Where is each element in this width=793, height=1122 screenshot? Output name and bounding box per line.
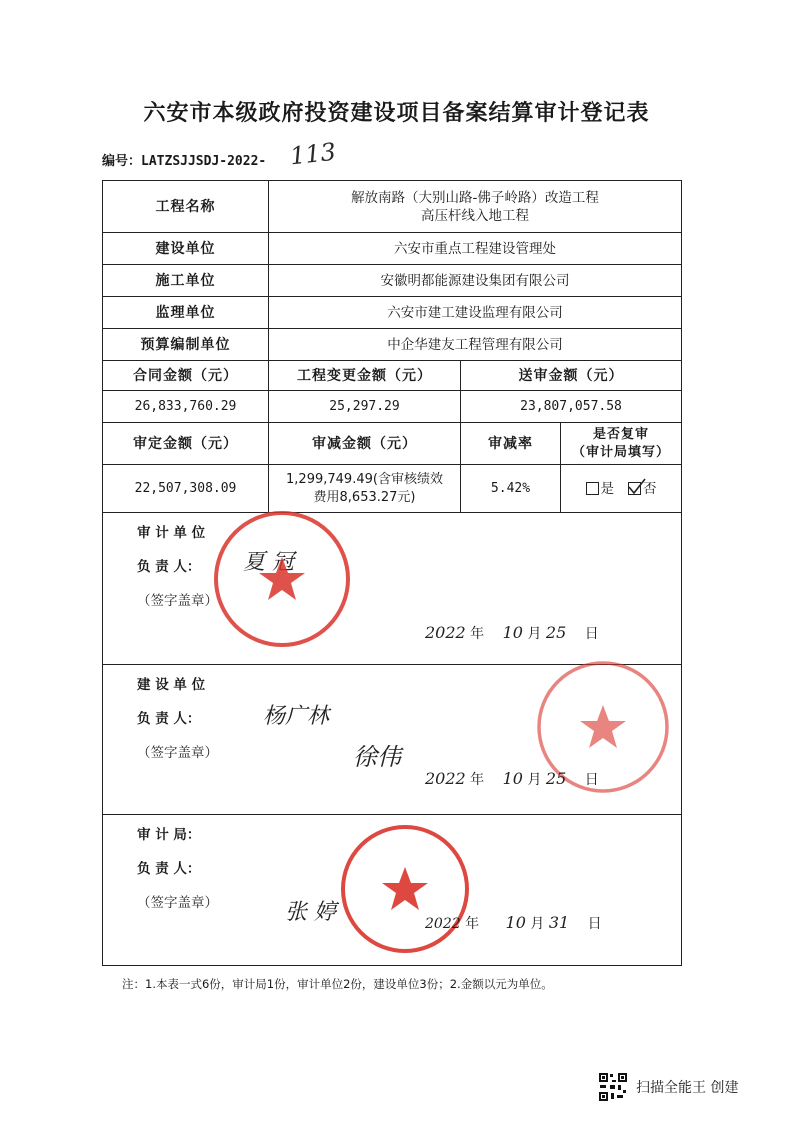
audit-bureau-date-nian: 年 — [465, 916, 480, 932]
audit-bureau-person-label: 负 责 人： — [137, 861, 201, 877]
recheck-no-label: 否 — [643, 480, 657, 497]
change-amount-label: 工程变更金额（元） — [269, 361, 461, 390]
reduced-amount-line1: 1,299,749.49(含审核绩效 — [286, 471, 443, 487]
budget-unit-label: 预算编制单位 — [103, 329, 269, 360]
scanner-brand-text: 扫描全能王 创建 — [636, 1080, 739, 1096]
reduced-amount-line2: 费用8,653.27元) — [313, 489, 416, 505]
build-unit-sign-label: （签字盖章） — [137, 745, 218, 761]
contractor-label: 施工单位 — [103, 265, 269, 296]
project-name-line2: 高压杆线入地工程 — [421, 207, 529, 224]
build-unit-date-year: 2022 — [425, 769, 466, 788]
build-unit-signature1: 杨广林 — [263, 704, 330, 729]
scanner-watermark — [598, 1072, 738, 1102]
approved-amount-label: 审定金额（元） — [103, 423, 269, 464]
recheck-yes-checkbox[interactable] — [586, 482, 599, 495]
audit-unit-section — [103, 513, 681, 665]
recheck-label-line1: 是否复审 — [592, 426, 649, 442]
audit-unit-stamp — [208, 505, 356, 653]
builder-label: 建设单位 — [103, 233, 269, 264]
qr-code-icon — [598, 1072, 628, 1102]
project-name-value — [269, 181, 681, 232]
serial-handwritten: 113 — [288, 137, 338, 171]
build-unit-person-label: 负 责 人： — [137, 711, 201, 727]
audit-bureau-date-day: 31 — [548, 913, 570, 932]
contract-amount-label: 合同金额（元） — [103, 361, 269, 390]
audit-unit-date-month: 10 — [502, 623, 523, 642]
audit-bureau-date-yue: 月 — [530, 916, 545, 932]
audit-unit-heading: 审 计 单 位 — [137, 525, 206, 541]
build-unit-date-yue: 月 — [527, 772, 542, 788]
contractor-row — [103, 265, 681, 297]
serial-number — [102, 150, 266, 169]
reduction-rate-label: 审减率 — [461, 423, 561, 464]
builder-value: 六安市重点工程建设管理处 — [394, 240, 556, 257]
check-mark-icon — [627, 477, 647, 497]
approved-header-row — [103, 423, 681, 465]
reduced-amount-value — [269, 465, 461, 512]
supervisor-row — [103, 297, 681, 329]
submitted-amount-label: 送审金额（元） — [518, 367, 624, 384]
contract-amount-value: 26,833,760.29 — [103, 391, 269, 422]
audit-unit-date-yue: 月 — [527, 626, 542, 642]
approved-amount-value: 22,507,308.09 — [103, 465, 269, 512]
audit-unit-signature: 夏 冠 — [243, 550, 294, 575]
supervisor-label: 监理单位 — [103, 297, 269, 328]
build-unit-date-nian: 年 — [470, 772, 485, 788]
build-unit-date-ri: 日 — [584, 772, 599, 788]
audit-bureau-stamp — [335, 819, 475, 959]
amount-header-row — [103, 361, 681, 391]
audit-unit-person-label: 负 责 人： — [137, 559, 201, 575]
serial-label: 编号： — [102, 154, 142, 169]
recheck-label-line2: （审计局填写） — [571, 444, 670, 460]
reduction-rate-value: 5.42% — [461, 465, 561, 512]
audit-unit-date-nian: 年 — [470, 626, 485, 642]
change-amount-value: 25,297.29 — [269, 391, 461, 422]
project-name-row — [103, 181, 681, 233]
builder-row — [103, 233, 681, 265]
audit-unit-date-day: 25 — [545, 623, 567, 642]
budget-unit-value: 中企华建友工程管理有限公司 — [387, 336, 563, 353]
audit-unit-date-ri: 日 — [584, 626, 599, 642]
audit-bureau-heading: 审 计 局： — [137, 827, 201, 843]
recheck-options — [561, 465, 681, 512]
build-unit-section — [103, 665, 681, 815]
contractor-value: 安徽明都能源建设集团有限公司 — [380, 272, 570, 289]
audit-bureau-signature: 张 婷 — [285, 900, 336, 925]
approved-value-row — [103, 465, 681, 513]
footnote: 注：1.本表一式6份，审计局1份，审计单位2份，建设单位3份；2.金额以元为单位。 — [122, 977, 553, 991]
audit-bureau-date-year: 2022 — [425, 916, 461, 932]
audit-bureau-section — [103, 815, 681, 965]
build-unit-date — [425, 769, 599, 789]
audit-unit-sign-label: （签字盖章） — [137, 593, 218, 609]
audit-unit-date — [425, 623, 599, 643]
build-unit-date-day: 25 — [545, 769, 567, 788]
submitted-amount-value: 23,807,057.58 — [520, 398, 622, 414]
serial-code: LATZSJJSDJ-2022- — [141, 154, 267, 169]
build-unit-heading: 建 设 单 位 — [137, 677, 206, 693]
audit-bureau-date-ri: 日 — [587, 916, 602, 932]
supervisor-value: 六安市建工建设监理有限公司 — [387, 304, 563, 321]
audit-bureau-sign-label: （签字盖章） — [137, 895, 218, 911]
registration-table — [102, 180, 682, 966]
budget-unit-row — [103, 329, 681, 361]
audit-unit-date-year: 2022 — [425, 623, 466, 642]
recheck-no-checkbox[interactable] — [628, 482, 641, 495]
build-unit-date-month: 10 — [502, 769, 523, 788]
audit-bureau-date — [425, 913, 602, 933]
recheck-yes-label: 是 — [600, 480, 614, 497]
build-unit-signature2: 徐伟 — [353, 743, 401, 771]
recheck-label — [561, 423, 681, 464]
project-name-line1: 解放南路（大别山路-佛子岭路）改造工程 — [351, 189, 599, 206]
audit-bureau-date-month: 10 — [505, 913, 526, 932]
page-title: 六安市本级政府投资建设项目备案结算审计登记表 — [143, 101, 650, 126]
project-name-label: 工程名称 — [103, 181, 269, 232]
amount-value-row — [103, 391, 681, 423]
reduced-amount-label: 审减金额（元） — [269, 423, 461, 464]
